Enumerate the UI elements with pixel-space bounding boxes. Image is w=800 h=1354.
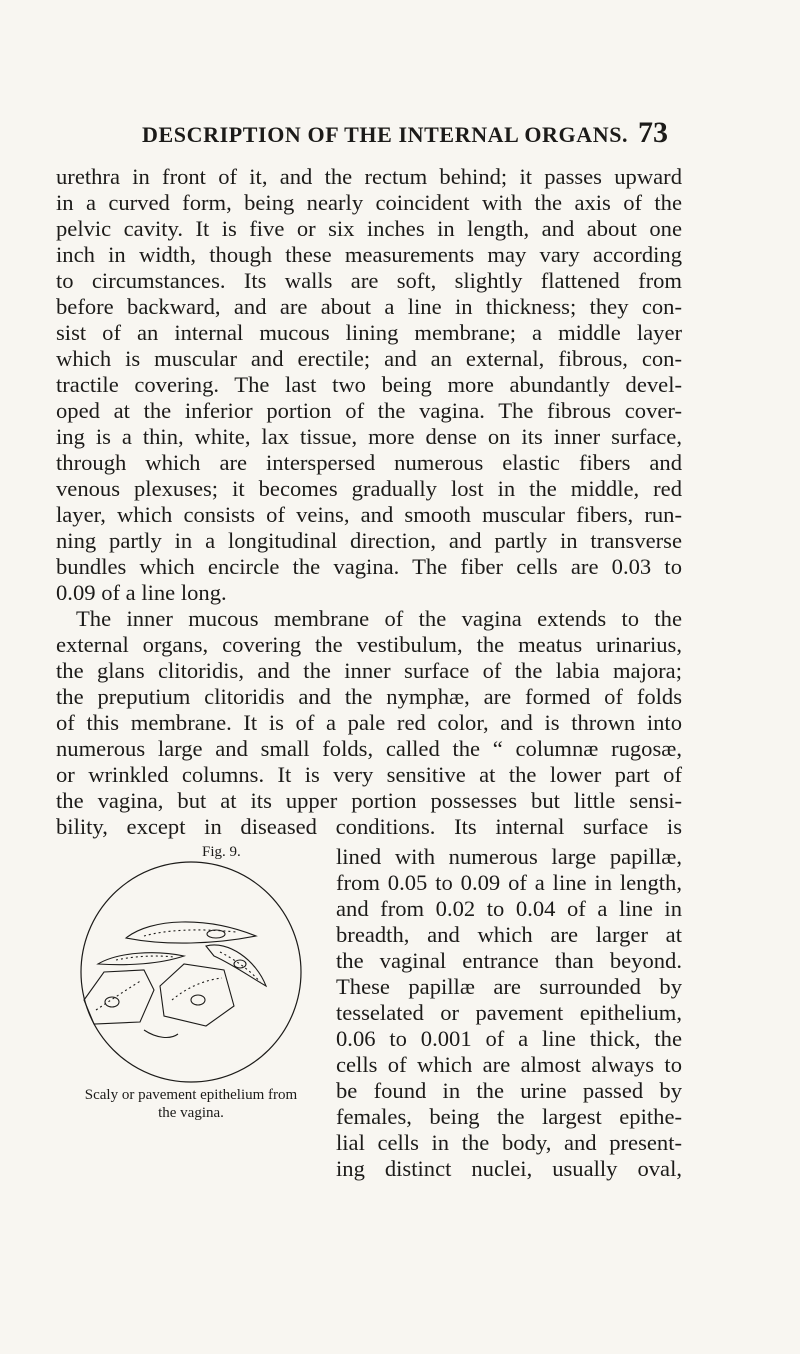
side-line: and from 0.02 to 0.04 of a line in [336, 896, 682, 921]
header-title: DESCRIPTION OF THE INTERNAL ORGANS. [142, 122, 629, 147]
body-line: inch in width, though these measurements may vary according [56, 242, 682, 267]
body-line: 0.09 of a line long. [56, 580, 227, 605]
body-line: tractile covering. The last two being more abundantly devel- [56, 372, 682, 397]
body-line: bundles which encircle the vagina. The fiber cells are 0.03 to [56, 554, 682, 579]
epithelial-cell [206, 945, 266, 986]
body-line: ning partly in a longitudinal direction, and partly in transverse [56, 528, 682, 553]
cell-nucleus [105, 997, 119, 1007]
side-line: lial cells in the body, and present- [336, 1130, 682, 1155]
body-line: sist of an internal mucous lining membrane; a middle layer [56, 320, 682, 345]
epithelial-cell [126, 922, 256, 943]
body-line: the vagina, but at its upper portion possesses but little sensi- [56, 788, 682, 813]
body-line: venous plexuses; it becomes gradually lost in the middle, red [56, 476, 682, 501]
figure-caption-line: Scaly or pavement epithelium from [84, 1087, 298, 1103]
body-line: bility, except in diseased conditions. Its internal surface is [56, 814, 682, 839]
body-line: urethra in front of it, and the rectum behind; it passes upward [56, 164, 682, 189]
epithelium-illustration [56, 860, 326, 1090]
cell-nucleus [207, 930, 225, 938]
body-line: layer, which consists of veins, and smooth muscular fibers, run- [56, 502, 682, 527]
body-line: ing is a thin, white, lax tissue, more dense on its inner surface, [56, 424, 682, 449]
side-line: 0.06 to 0.001 of a line thick, the [336, 1026, 682, 1051]
figure-caption-line: the vagina. [158, 1105, 224, 1121]
body-line: which is muscular and erectile; and an external, fibrous, con- [56, 346, 682, 371]
body-line: the glans clitoridis, and the inner surface of the labia majora; [56, 658, 682, 683]
side-line: the vaginal entrance than beyond. [336, 948, 682, 973]
body-line: to circumstances. Its walls are soft, slightly flattened from [56, 268, 682, 293]
side-line: tesselated or pavement epithelium, [336, 1000, 682, 1025]
side-line: from 0.05 to 0.09 of a line in length, [336, 870, 682, 895]
side-line: breadth, and which are larger at [336, 922, 682, 947]
side-line: be found in the urine passed by [336, 1078, 682, 1103]
body-line: of this membrane. It is of a pale red color, and is thrown into [56, 710, 682, 735]
epithelial-cell [98, 953, 184, 965]
body-line: in a curved form, being nearly coincident with the axis of the [56, 190, 682, 215]
body-line: The inner mucous membrane of the vagina extends to the [76, 606, 682, 631]
body-line: or wrinkled columns. It is very sensitive at the lower part of [56, 762, 682, 787]
body-line: pelvic cavity. It is five or six inches in length, and about one [56, 216, 682, 241]
figure-label: Fig. 9. [202, 844, 241, 860]
epithelial-cell [84, 970, 154, 1024]
side-line: females, being the largest epithe- [336, 1104, 682, 1129]
side-line: ing distinct nuclei, usually oval, [336, 1156, 682, 1181]
body-line: through which are interspersed numerous elastic fibers and [56, 450, 682, 475]
body-line: oped at the inferior portion of the vagina. The fibrous cover- [56, 398, 682, 423]
side-line: lined with numerous large papillæ, [336, 844, 682, 869]
body-line: the preputium clitoridis and the nymphæ, are formed of folds [56, 684, 682, 709]
cell-nucleus [191, 995, 205, 1005]
side-line: These papillæ are surrounded by [336, 974, 682, 999]
side-line: cells of which are almost always to [336, 1052, 682, 1077]
page-number: 73 [638, 116, 668, 149]
body-line: before backward, and are about a line in thickness; they con- [56, 294, 682, 319]
body-line: external organs, covering the vestibulum, the meatus urinarius, [56, 632, 682, 657]
running-header [142, 116, 668, 156]
body-line: numerous large and small folds, called the “ columnæ rugosæ, [56, 736, 682, 761]
